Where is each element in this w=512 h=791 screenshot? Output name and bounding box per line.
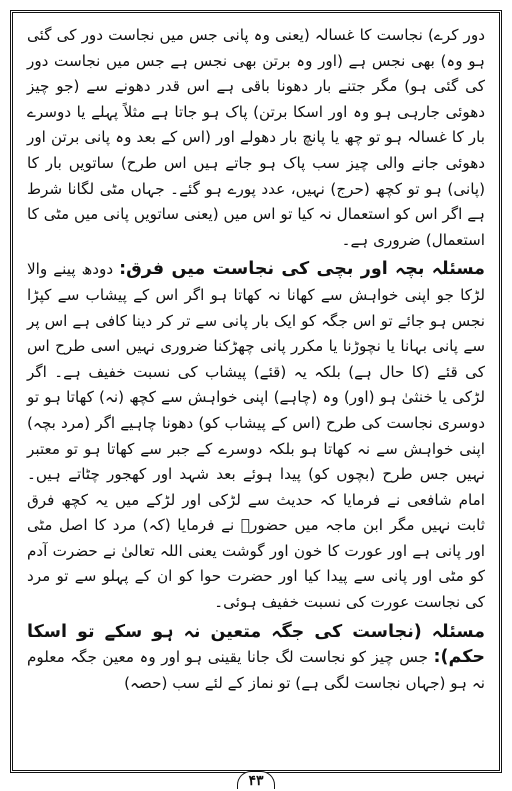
paragraph-3 (27, 620, 485, 697)
paragraph-2 (27, 257, 485, 615)
paragraph-1-text: دور کرے) نجاست کا غسالہ (یعنی وہ پانی جس میں نجاست دور کی گئی ہو وہ) بھی نجس ہے (اور وہ برتن بھی نجس ہے جس میں نجاست دور کی گئی ہو) مگر جتنے بار دھونا باقی ہے اس قدر دھونے سے (جو چیز دھوئی جارہی ہو وہ اور اسکا برتن) پاک ہو جاتا ہے مثلاً پہلے یا دوسرے بار کا غسالہ ہو تو چھ یا پانچ بار دھولے اور (اس کے بعد وہ پانی برتن اور دھوئی جانے والی چیز سب پاک ہو جاتے ہیں اس طرح) ساتویں بار کا (پانی) ہو تو کچھ (حرج) نہیں، عدد پورے ہو گئے۔ جہاں مٹی لگانا شرط ہے اگر اس کو استعمال نہ کیا تو اس میں (یعنی ساتویں پانی میں مٹی کا استعمال) ضروری ہے۔ (27, 26, 485, 249)
section-heading-boy-girl-impurity: مسئلہ بچہ اور بچی کی نجاست میں فرق: (119, 259, 485, 280)
page-number: ۴۳ (237, 771, 274, 789)
section-heading-unknown-spot: مسئلہ (نجاست کی جگہ متعین نہ ہو سکے تو اسکا حکم): (27, 621, 485, 668)
paragraph-3-text: جس چیز کو نجاست لگ جانا یقینی ہو اور وہ معین جگہ معلوم نہ ہو (جہاں نجاست لگی ہے) تو نماز کے لئے سب (حصہ) (27, 648, 485, 692)
paragraph-2-text: دودھ پینے والا لڑکا جو اپنی خواہش سے کھانا نہ کھاتا ہو اگر اس کے پیشاب سے کپڑا نجس ہو جائے تو اس جگہ کو ایک بار پانی سے تر کر دینا کافی ہے اس پر سے پانی بہانا یا نچوڑنا یا مکرر پانی چھڑکنا ضروری نہیں اسی طرح اس کی قئے (کا حال ہے) بلکہ یہ (قئے) پیشاب کی نسبت خفیف ہے۔ اگر لڑکی یا خنثیٰ ہو (اور) وہ (چاہے) اپنی خواہش سے کچھ (نہ) کھاتا ہو تو دوسری نجاست کی طرح (اس کے پیشاب کو) دھونا چاہیے اگر (مرد بچہ) اپنی خواہش سے نہ کھاتا ہو بلکہ دوسرے کے جبر سے کھاتا ہو تو معتبر نہیں جس طرح (بچوں کو) پیدا ہوئے بعد شہد اور کھجور چٹاتے ہیں۔ امام شافعی نے فرمایا کہ حدیث سے لڑکی اور لڑکے میں یہ کچھ فرق ثابت نہیں مگر ابن ماجہ میں حضورؐ نے فرمایا (کہ) مرد کا اصل مٹی اور پانی ہے اور عورت کا خون اور گوشت یعنی اللہ تعالیٰ نے حضرت آدم کو مٹی اور پانی سے پیدا کیا اور حضرت حوا کو ان کے پہلو سے تو مرد کی نجاست عورت کی نسبت خفیف ہوئی۔ (27, 260, 485, 612)
page-footer (0, 771, 512, 791)
text-frame (10, 10, 502, 773)
paragraph-1 (27, 23, 485, 253)
